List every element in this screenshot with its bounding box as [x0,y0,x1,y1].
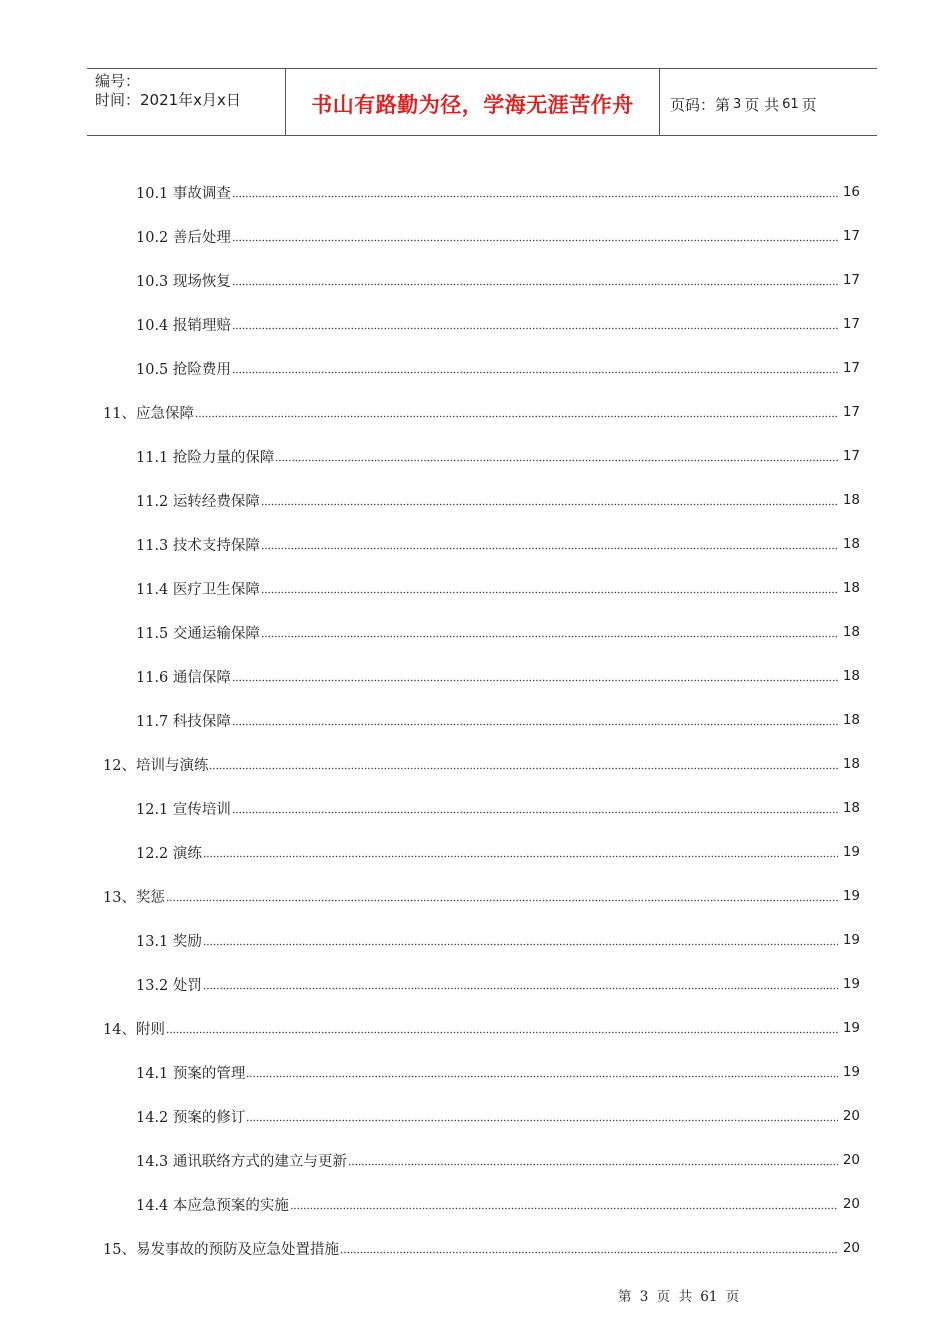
header-page-info [660,69,877,135]
toc-entry-page-number: 17 [842,272,860,288]
toc-entry[interactable] [0,346,950,390]
toc-entry-label: 10.3 现场恢复 [136,270,232,291]
toc-entry[interactable] [0,830,950,874]
toc-entry-page-number: 18 [842,580,860,596]
toc-dot-leader [348,1154,838,1166]
toc-entry[interactable] [0,610,950,654]
toc-dot-leader [232,670,838,682]
toc-entry-label: 10.4 报销理赔 [136,314,232,335]
toc-entry[interactable] [0,742,950,786]
toc-entry-page-number: 17 [842,448,860,464]
toc-entry-page-number: 18 [842,536,860,552]
toc-entry-label: 11.7 科技保障 [136,710,232,731]
toc-entry-label: 12、培训与演练 [103,754,209,775]
toc-entry-label: 12.2 演练 [136,842,203,863]
toc-dot-leader [166,1022,838,1034]
page-prefix: 页码：第 [670,95,731,114]
toc-dot-leader [203,934,838,946]
toc-entry-page-number: 18 [842,492,860,508]
toc-dot-leader [209,758,838,770]
toc-entry-page-number: 18 [842,712,860,728]
toc-entry-page-number: 20 [842,1196,860,1212]
toc-entry-page-number: 19 [842,1064,860,1080]
toc-dot-leader [232,802,838,814]
toc-entry[interactable] [0,258,950,302]
toc-entry-page-number: 19 [842,932,860,948]
toc-entry-page-number: 17 [842,360,860,376]
toc-entry[interactable] [0,1006,950,1050]
toc-dot-leader [261,582,838,594]
toc-entry-label: 14.2 预案的修订 [136,1106,246,1127]
toc-dot-leader [232,186,838,198]
header-meta [87,69,286,135]
toc-dot-leader [246,1110,838,1122]
toc-entry-label: 14.1 预案的管理 [136,1062,246,1083]
toc-dot-leader [261,626,838,638]
toc-entry-label: 11.6 通信保障 [136,666,232,687]
toc-entry-page-number: 19 [842,976,860,992]
toc-entry-label: 13.1 奖励 [136,930,203,951]
toc-entry-page-number: 18 [842,756,860,772]
toc-entry[interactable] [0,962,950,1006]
toc-dot-leader [261,494,838,506]
toc-entry-label: 11.1 抢险力量的保障 [136,446,275,467]
toc-entry-label: 10.1 事故调查 [136,182,232,203]
toc-entry-page-number: 18 [842,624,860,640]
toc-entry-label: 12.1 宣传培训 [136,798,232,819]
document-time-label: 时间：2021年x月x日 [95,91,241,109]
toc-dot-leader [290,1198,838,1210]
toc-entry-page-number: 18 [842,800,860,816]
document-number-label: 编号： [95,72,141,90]
page-suffix: 页 [801,95,817,114]
toc-dot-leader [232,274,838,286]
toc-entry[interactable] [0,1050,950,1094]
toc-entry[interactable] [0,302,950,346]
toc-entry-label: 10.5 抢险费用 [136,358,232,379]
toc-dot-leader [246,1066,838,1078]
toc-entry-page-number: 17 [842,316,860,332]
toc-entry-page-number: 20 [842,1240,860,1256]
toc-dot-leader [232,318,838,330]
toc-entry-page-number: 17 [842,228,860,244]
toc-dot-leader [203,846,838,858]
toc-entry-page-number: 19 [842,888,860,904]
toc-dot-leader [166,890,838,902]
toc-entry[interactable] [0,874,950,918]
toc-entry-label: 11.4 医疗卫生保障 [136,578,261,599]
toc-dot-leader [275,450,838,462]
toc-dot-leader [261,538,838,550]
toc-entry[interactable] [0,214,950,258]
toc-entry-label: 15、易发事故的预防及应急处置措施 [103,1238,340,1259]
toc-entry-label: 11.5 交通运输保障 [136,622,261,643]
toc-entry-page-number: 19 [842,844,860,860]
page-footer: 第 3 页 共 61 页 [618,1289,740,1305]
toc-entry-page-number: 17 [842,404,860,420]
toc-entry[interactable] [0,698,950,742]
toc-entry-label: 14、附则 [103,1018,166,1039]
table-of-contents [0,170,950,1270]
toc-entry-page-number: 19 [842,1020,860,1036]
toc-entry-label: 14.4 本应急预案的实施 [136,1194,290,1215]
toc-entry-page-number: 20 [842,1108,860,1124]
toc-entry[interactable] [0,522,950,566]
toc-dot-leader [232,362,838,374]
toc-entry[interactable] [0,434,950,478]
toc-entry[interactable] [0,1138,950,1182]
toc-entry-label: 13、奖惩 [103,886,166,907]
toc-entry-label: 13.2 处罚 [136,974,203,995]
page-current: 3 [733,96,742,112]
toc-dot-leader [232,714,838,726]
toc-dot-leader [340,1242,838,1254]
toc-entry[interactable] [0,786,950,830]
toc-entry-page-number: 16 [842,184,860,200]
page-total: 61 [782,96,799,112]
toc-entry-label: 11.3 技术支持保障 [136,534,261,555]
toc-entry[interactable] [0,918,950,962]
page-header [87,68,877,136]
toc-entry-label: 11、应急保障 [103,402,195,423]
toc-entry[interactable] [0,654,950,698]
toc-entry[interactable] [0,566,950,610]
toc-entry[interactable] [0,1226,950,1270]
toc-entry[interactable] [0,170,950,214]
page-mid: 页 共 [744,95,780,114]
toc-entry-label: 14.3 通讯联络方式的建立与更新 [136,1150,348,1171]
toc-entry[interactable] [0,390,950,434]
toc-entry[interactable] [0,1094,950,1138]
toc-entry-label: 11.2 运转经费保障 [136,490,261,511]
toc-entry-label: 10.2 善后处理 [136,226,232,247]
toc-dot-leader [203,978,838,990]
toc-entry[interactable] [0,1182,950,1226]
header-motto: 书山有路勤为径，学海无涯苦作舟 [286,69,660,135]
toc-entry-page-number: 18 [842,668,860,684]
toc-entry[interactable] [0,478,950,522]
toc-dot-leader [195,406,838,418]
toc-entry-page-number: 20 [842,1152,860,1168]
toc-dot-leader [232,230,838,242]
